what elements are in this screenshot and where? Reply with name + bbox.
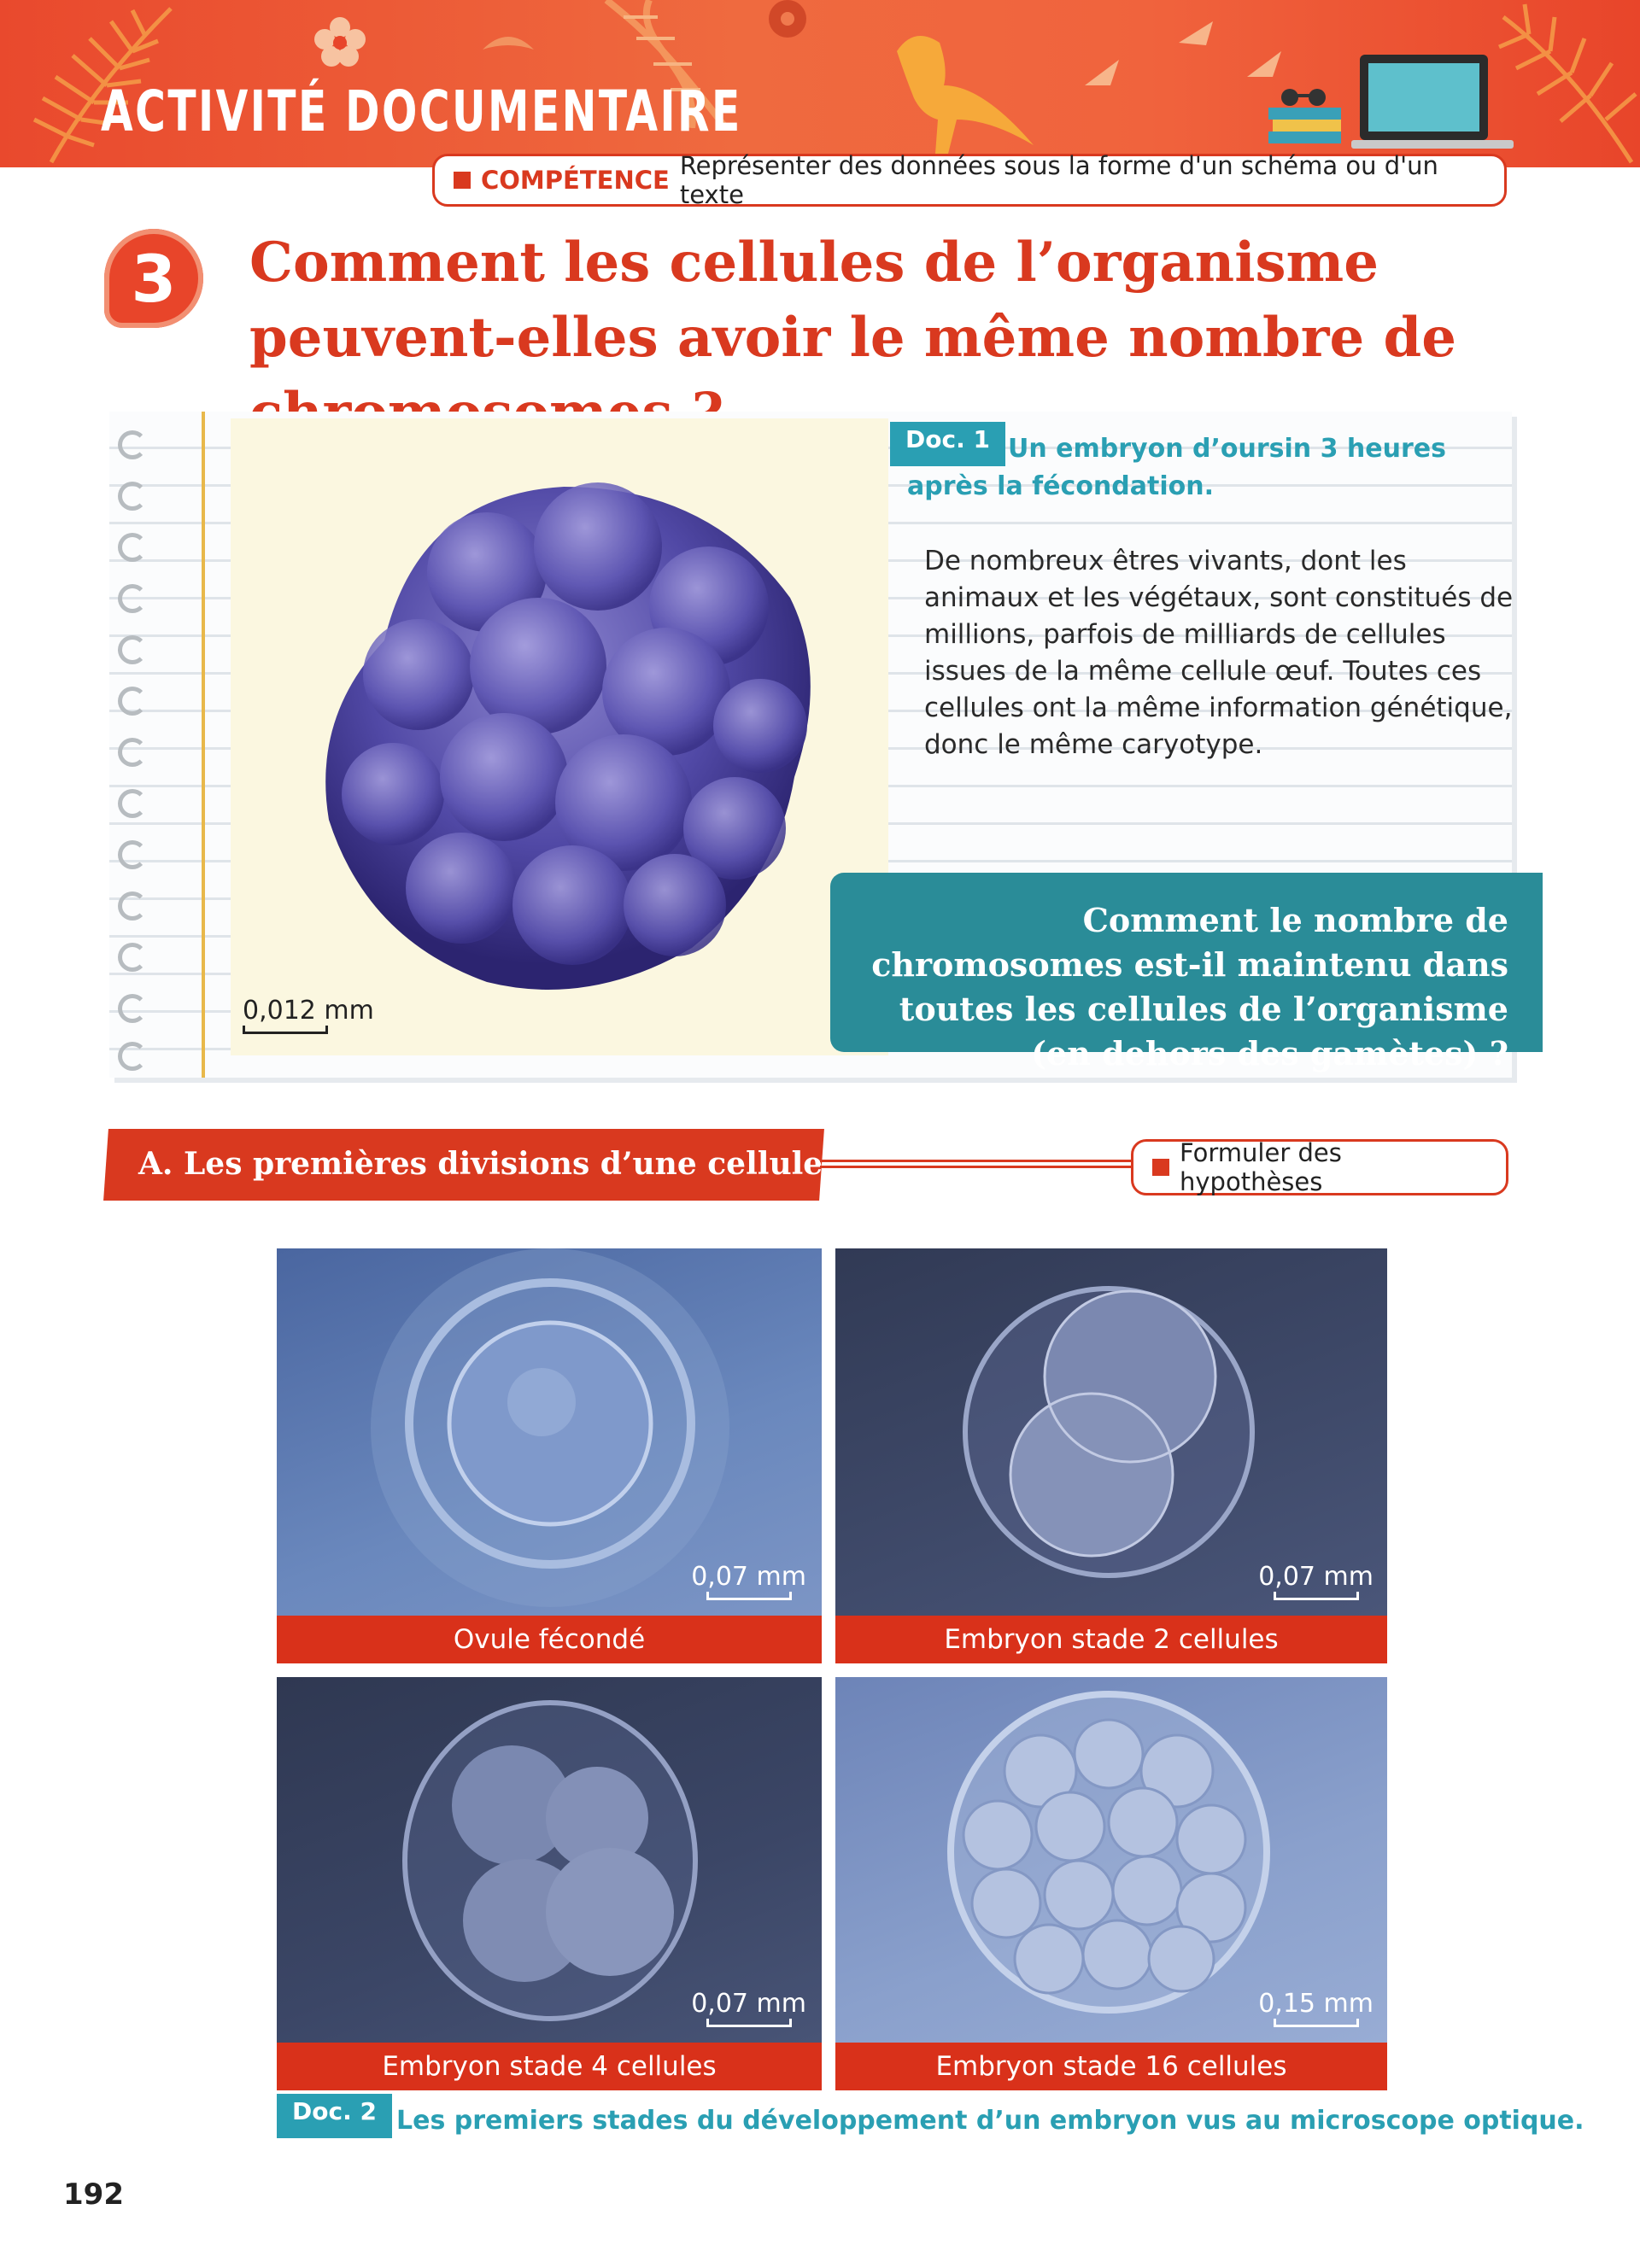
- doc2-tag: Doc. 2: [277, 2094, 392, 2138]
- micrograph-scale-label: 0,07 mm: [1258, 1562, 1374, 1592]
- section-a-title: A. Les premières divisions d’une cellule œuf: [138, 1146, 901, 1182]
- doc1-scale-label: 0,012 mm: [243, 996, 374, 1026]
- doc2-caption: Les premiers stades du développement d’un embryon vus au microscope optique.: [396, 2106, 1584, 2136]
- activity-number-badge: 3: [104, 229, 203, 328]
- skill-pill: [1131, 1139, 1508, 1195]
- micrograph-scale-label: 0,07 mm: [691, 1562, 806, 1592]
- binder-ring-icon: [118, 943, 147, 972]
- doc1-body-text: De nombreux êtres vivants, dont les animaux et les végétaux, sont constitués de millions, parfois de milliards de cellules issues de la même cellule œuf. Toutes ces cellules ont la même information génétique, donc le même caryotype.: [924, 546, 1514, 760]
- micrograph-label: Embryon stade 2 cellules: [835, 1616, 1387, 1663]
- skill-text: Formuler des hypothèses: [1180, 1138, 1342, 1196]
- competence-text: Représenter des données sous la forme d'un schéma ou d'un texte: [679, 151, 1438, 209]
- activity-type-title: ACTIVITÉ DOCUMENTAIRE: [101, 79, 742, 144]
- micrograph-ovule-feconde: [277, 1248, 822, 1616]
- problem-question-box: Comment le nombre de chromosomes est-il maintenu dans toutes les cellules de l’organisme (en dehors des gamètes) ?: [830, 873, 1543, 1052]
- binder-ring-icon: [118, 584, 147, 613]
- micrograph-scale-label: 0,15 mm: [1258, 1989, 1374, 2019]
- micrograph-label: Embryon stade 4 cellules: [277, 2043, 822, 2090]
- micrograph-stade-2-cellules: [835, 1248, 1387, 1616]
- binder-ring-icon: [118, 891, 147, 921]
- binder-ring-icon: [118, 994, 147, 1023]
- flower-decoration-icon: [306, 12, 374, 72]
- page-title: Comment les cellules de l’organisme peuvent-elles avoir le même nombre de: [249, 231, 1456, 370]
- fern-decoration-icon: [1486, 0, 1640, 167]
- binder-ring-icon: [118, 635, 147, 664]
- micrograph-scale-label: 0,07 mm: [691, 1989, 806, 2019]
- scale-bar-icon: [243, 1026, 328, 1034]
- binder-ring-icon: [118, 430, 147, 459]
- binder-ring-icon: [118, 738, 147, 767]
- doc1-caption-line2: après la fécondation.: [907, 471, 1214, 501]
- gear-flower-decoration-icon: [753, 0, 822, 51]
- binder-ring-icon: [118, 840, 147, 869]
- binder-ring-icon: [118, 482, 147, 511]
- doc1-scale-bar: [243, 996, 374, 1034]
- doc1-caption-line1: Un embryon d’oursin 3 heures: [1008, 434, 1446, 464]
- scale-bar-icon: [706, 1592, 792, 1600]
- micrograph-scale-bar: [1258, 1989, 1374, 2027]
- header-banner: [0, 0, 1640, 167]
- two-cell-embryo-image: [835, 1248, 1387, 1616]
- binder-ring-icon: [118, 789, 147, 818]
- sixteen-cell-embryo-image: [835, 1677, 1387, 2043]
- micrograph-stade-4-cellules: [277, 1677, 822, 2043]
- dinosaur-decoration-icon: [863, 17, 1051, 154]
- books-decoration-icon: [1264, 82, 1350, 150]
- micrograph-scale-bar: [691, 1562, 806, 1600]
- binder-ring-icon: [118, 1042, 147, 1071]
- scale-bar-icon: [1274, 1592, 1359, 1600]
- competence-label: COMPÉTENCE: [481, 166, 670, 195]
- micrograph-stade-16-cellules: [835, 1677, 1387, 2043]
- embryo-cluster-image: [231, 418, 888, 1055]
- section-connector-line: [820, 1160, 1145, 1168]
- fertilized-egg-image: [277, 1248, 822, 1616]
- seed-decoration-icon: [474, 24, 542, 75]
- bullet-square-icon: [454, 172, 471, 189]
- scale-bar-icon: [706, 2019, 792, 2027]
- four-cell-embryo-image: [277, 1677, 822, 2043]
- binder-ring-icon: [118, 687, 147, 716]
- binder-ring-icon: [118, 533, 147, 562]
- micrograph-scale-bar: [1258, 1562, 1374, 1600]
- doc1-tag: Doc. 1: [890, 422, 1005, 466]
- competence-pill: [432, 151, 1507, 209]
- micrograph-label: Ovule fécondé: [277, 1616, 822, 1663]
- scale-bar-icon: [1274, 2019, 1359, 2027]
- bullet-square-icon: [1152, 1159, 1169, 1176]
- micrograph-label: Embryon stade 16 cellules: [835, 2043, 1387, 2090]
- page-number: 192: [63, 2177, 124, 2212]
- notebook-margin-line: [202, 412, 205, 1078]
- micrograph-scale-bar: [691, 1989, 806, 2027]
- sea-urchin-embryo-photo: [231, 418, 888, 1055]
